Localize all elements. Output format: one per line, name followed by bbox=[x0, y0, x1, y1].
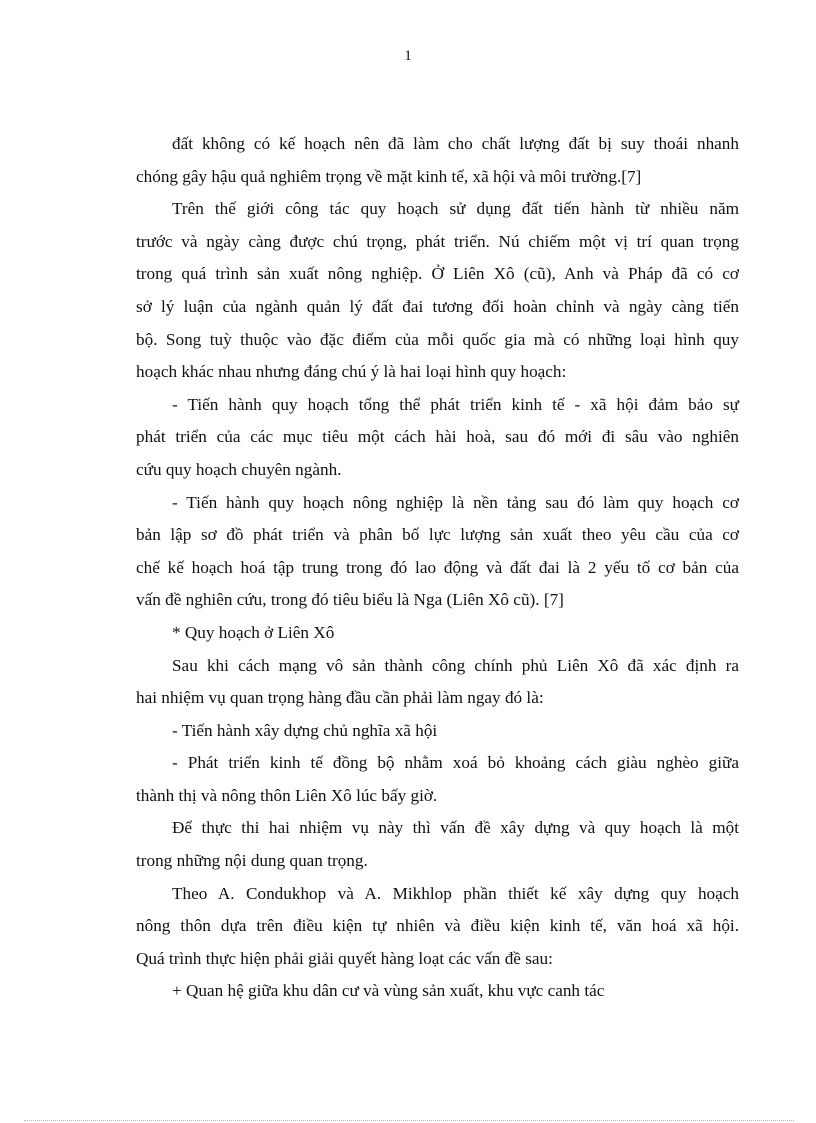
text-line: - Tiến hành quy hoạch nông nghiệp là nền tảng sau đó làm quy hoạch cơ bbox=[172, 492, 739, 512]
text-line: phát triển của các mục tiêu một cách hài hoà, sau đó mới đi sâu vào nghiên bbox=[136, 427, 739, 447]
text-line: hai nhiệm vụ quan trọng hàng đầu cần phải làm ngay đó là: bbox=[136, 688, 544, 708]
text-line: bộ. Song tuỳ thuộc vào đặc điểm của mỗi quốc gia mà có những loại hình quy bbox=[136, 329, 739, 349]
text-line: chóng gây hậu quả nghiêm trọng về mặt kinh tế, xã hội và môi trường.[7] bbox=[136, 166, 642, 186]
text-line: sở lý luận của ngành quản lý đất đai tương đối hoàn chỉnh và ngày càng tiến bbox=[136, 296, 739, 316]
text-line: - Phát triển kinh tế đồng bộ nhằm xoá bỏ khoảng cách giàu nghèo giữa bbox=[172, 753, 739, 773]
text-line: Để thực thi hai nhiệm vụ này thì vấn đề xây dựng và quy hoạch là một bbox=[172, 818, 739, 838]
text-line: Sau khi cách mạng vô sản thành công chính phủ Liên Xô đã xác định ra bbox=[172, 655, 739, 675]
page-bottom-border bbox=[24, 1120, 794, 1121]
document-body bbox=[136, 128, 739, 1008]
text-line: * Quy hoạch ở Liên Xô bbox=[172, 622, 335, 642]
page-number: 1 bbox=[404, 48, 412, 64]
text-line: vấn đề nghiên cứu, trong đó tiêu biểu là Nga (Liên Xô cũ). [7] bbox=[136, 590, 564, 610]
text-line: nông thôn dựa trên điều kiện tự nhiên và điều kiện kinh tế, văn hoá xã hội. bbox=[136, 916, 739, 936]
text-line: cứu quy hoạch chuyên ngành. bbox=[136, 459, 342, 479]
text-line: - Tiến hành xây dựng chủ nghĩa xã hội bbox=[172, 720, 438, 740]
text-line: chế kế hoạch hoá tập trung trong đó lao động và đất đai là 2 yếu tố cơ bản của bbox=[136, 557, 739, 577]
text-line: trong quá trình sản xuất nông nghiệp. Ở Liên Xô (cũ), Anh và Pháp đã có cơ bbox=[136, 264, 739, 284]
text-line: trước và ngày càng được chú trọng, phát triển. Nú chiếm một vị trí quan trọng bbox=[136, 231, 739, 251]
text-line: thành thị và nông thôn Liên Xô lúc bấy giờ. bbox=[136, 785, 438, 805]
text-line: + Quan hệ giữa khu dân cư và vùng sản xuất, khu vực canh tác bbox=[172, 981, 605, 1001]
text-line: hoạch khác nhau nhưng đáng chú ý là hai loại hình quy hoạch: bbox=[136, 362, 567, 382]
text-line: - Tiến hành quy hoạch tổng thể phát triển kinh tế - xã hội đảm bảo sự bbox=[172, 394, 739, 414]
text-line: đất không có kế hoạch nên đã làm cho chất lượng đất bị suy thoái nhanh bbox=[172, 134, 739, 153]
text-line: Theo A. Condukhop và A. Mikhlop phần thiết kế xây dựng quy hoạch bbox=[172, 883, 739, 903]
text-line: Quá trình thực hiện phải giải quyết hàng loạt các vấn đề sau: bbox=[136, 948, 553, 968]
text-line: bản lập sơ đồ phát triển và phân bố lực lượng sản xuất theo yêu cầu của cơ bbox=[136, 525, 739, 545]
text-line: Trên thế giới công tác quy hoạch sử dụng đất tiến hành từ nhiều năm bbox=[172, 199, 739, 219]
text-line: trong những nội dung quan trọng. bbox=[136, 851, 368, 871]
